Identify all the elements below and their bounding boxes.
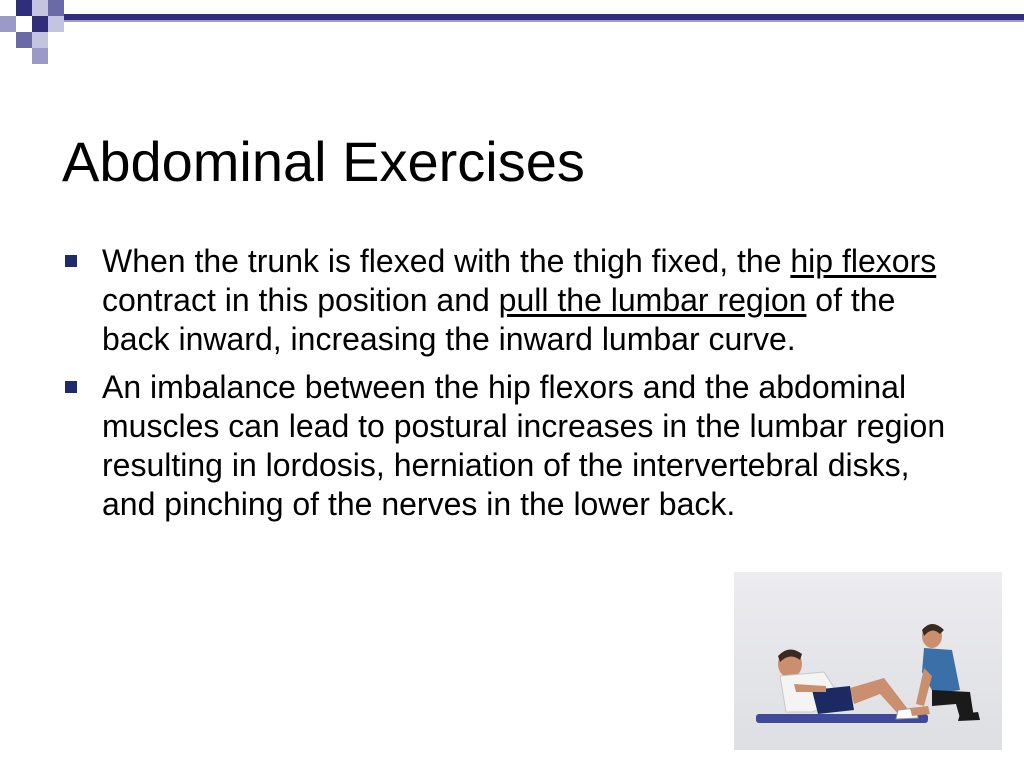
bullet-text-segment: An imbalance between the hip flexors and the abdominal muscles can lead to postural increases in the lumbar region resulting in lordosis, herniation of the intervertebral disks, and pinching of the nerves in the lower back. <box>102 369 946 522</box>
bullet-text-segment: contract in this position and <box>102 282 499 318</box>
bullet-list <box>64 242 964 533</box>
bullet-text-segment: of the back inward, increasing the inward lumbar curve. <box>102 282 896 357</box>
underlined-term: hip flexors <box>790 243 937 279</box>
slide-title: Abdominal Exercises <box>62 129 585 193</box>
bullet-item <box>64 242 964 359</box>
bullet-text-segment: When the trunk is flexed with the thigh fixed, the <box>102 243 791 279</box>
bullet-square-icon <box>65 381 77 393</box>
situp-exercise-photo <box>734 572 1002 750</box>
header-rule-light <box>64 20 1024 22</box>
bullet-text <box>102 368 964 524</box>
bullet-square-icon <box>65 255 77 267</box>
bullet-text <box>102 242 964 359</box>
underlined-term: pull the lumbar region <box>498 282 807 318</box>
bullet-item <box>64 368 964 524</box>
